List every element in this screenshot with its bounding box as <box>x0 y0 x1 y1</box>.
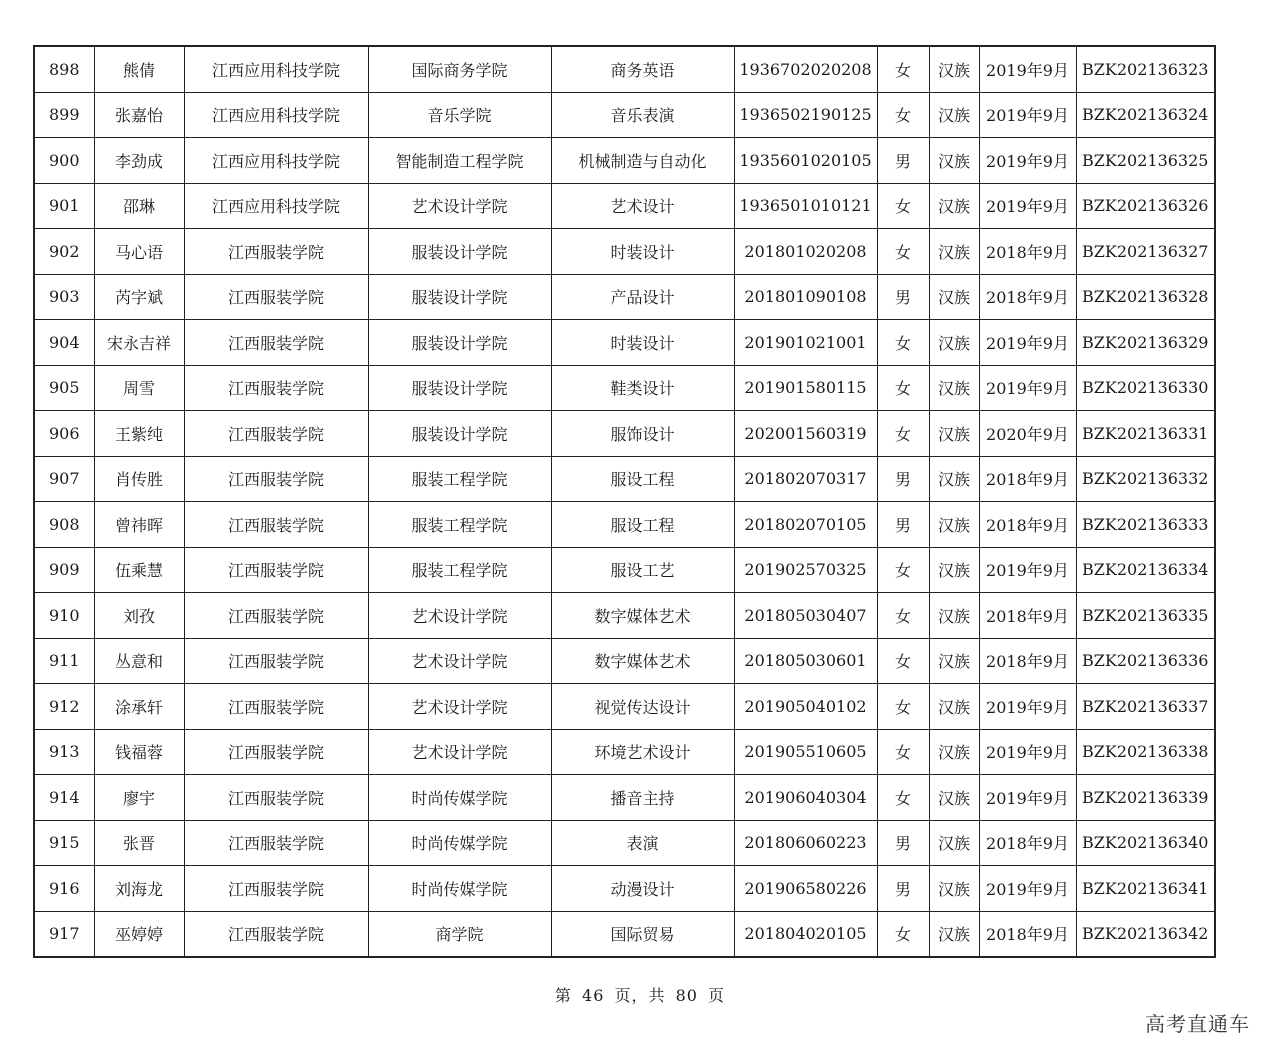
major-cell: 数字媒体艺术 <box>551 638 734 684</box>
ethnicity-cell: 汉族 <box>929 866 979 912</box>
student-id-cell: 201801090108 <box>734 274 877 320</box>
major-cell: 艺术设计 <box>551 183 734 229</box>
school-cell: 江西服装学院 <box>184 911 368 957</box>
name-cell: 曾祎晖 <box>94 502 184 548</box>
major-cell: 产品设计 <box>551 274 734 320</box>
ethnicity-cell: 汉族 <box>929 320 979 366</box>
table-row <box>34 502 1215 548</box>
name-cell: 钱福蓉 <box>94 729 184 775</box>
enrollment-date-cell: 2018年9月 <box>979 911 1076 957</box>
school-cell: 江西服装学院 <box>184 820 368 866</box>
footer-suffix: 页 <box>708 986 726 1005</box>
enrollment-date-cell: 2019年9月 <box>979 547 1076 593</box>
seq-cell: 916 <box>34 866 94 912</box>
enrollment-date-cell: 2019年9月 <box>979 684 1076 730</box>
gender-cell: 女 <box>877 911 929 957</box>
student-id-cell: 1935601020105 <box>734 138 877 184</box>
certificate-no-cell: BZK202136330 <box>1076 365 1215 411</box>
enrollment-date-cell: 2019年9月 <box>979 138 1076 184</box>
name-cell: 熊倩 <box>94 46 184 92</box>
college-cell: 服装工程学院 <box>368 456 551 502</box>
ethnicity-cell: 汉族 <box>929 593 979 639</box>
major-cell: 服设工艺 <box>551 547 734 593</box>
enrollment-date-cell: 2018年9月 <box>979 593 1076 639</box>
certificate-no-cell: BZK202136336 <box>1076 638 1215 684</box>
table-row <box>34 593 1215 639</box>
certificate-no-cell: BZK202136327 <box>1076 229 1215 275</box>
table-row <box>34 911 1215 957</box>
student-id-cell: 201905510605 <box>734 729 877 775</box>
school-cell: 江西服装学院 <box>184 775 368 821</box>
certificate-no-cell: BZK202136341 <box>1076 866 1215 912</box>
school-cell: 江西服装学院 <box>184 729 368 775</box>
name-cell: 刘海龙 <box>94 866 184 912</box>
major-cell: 时装设计 <box>551 229 734 275</box>
major-cell: 鞋类设计 <box>551 365 734 411</box>
school-cell: 江西应用科技学院 <box>184 92 368 138</box>
table-row <box>34 46 1215 92</box>
ethnicity-cell: 汉族 <box>929 274 979 320</box>
seq-cell: 901 <box>34 183 94 229</box>
table-row <box>34 92 1215 138</box>
college-cell: 服装设计学院 <box>368 274 551 320</box>
gender-cell: 女 <box>877 365 929 411</box>
gender-cell: 女 <box>877 229 929 275</box>
student-id-cell: 201805030601 <box>734 638 877 684</box>
ethnicity-cell: 汉族 <box>929 820 979 866</box>
gender-cell: 女 <box>877 638 929 684</box>
table-row <box>34 365 1215 411</box>
footer-middle: 页，共 <box>614 986 666 1005</box>
seq-cell: 909 <box>34 547 94 593</box>
major-cell: 服设工程 <box>551 456 734 502</box>
gender-cell: 男 <box>877 820 929 866</box>
ethnicity-cell: 汉族 <box>929 138 979 184</box>
enrollment-date-cell: 2019年9月 <box>979 46 1076 92</box>
current-page-number: 46 <box>582 986 605 1005</box>
table-row <box>34 456 1215 502</box>
name-cell: 张晋 <box>94 820 184 866</box>
certificate-no-cell: BZK202136333 <box>1076 502 1215 548</box>
seq-cell: 911 <box>34 638 94 684</box>
certificate-no-cell: BZK202136325 <box>1076 138 1215 184</box>
table-row <box>34 320 1215 366</box>
name-cell: 马心语 <box>94 229 184 275</box>
ethnicity-cell: 汉族 <box>929 547 979 593</box>
enrollment-date-cell: 2019年9月 <box>979 365 1076 411</box>
college-cell: 商学院 <box>368 911 551 957</box>
name-cell: 宋永吉祥 <box>94 320 184 366</box>
gender-cell: 女 <box>877 92 929 138</box>
gender-cell: 女 <box>877 411 929 457</box>
ethnicity-cell: 汉族 <box>929 502 979 548</box>
student-id-cell: 1936502190125 <box>734 92 877 138</box>
enrollment-date-cell: 2020年9月 <box>979 411 1076 457</box>
seq-cell: 900 <box>34 138 94 184</box>
school-cell: 江西服装学院 <box>184 365 368 411</box>
certificate-no-cell: BZK202136324 <box>1076 92 1215 138</box>
college-cell: 艺术设计学院 <box>368 638 551 684</box>
major-cell: 国际贸易 <box>551 911 734 957</box>
student-id-cell: 201804020105 <box>734 911 877 957</box>
certificate-no-cell: BZK202136335 <box>1076 593 1215 639</box>
seq-cell: 899 <box>34 92 94 138</box>
gender-cell: 女 <box>877 729 929 775</box>
ethnicity-cell: 汉族 <box>929 775 979 821</box>
college-cell: 服装设计学院 <box>368 320 551 366</box>
gender-cell: 男 <box>877 138 929 184</box>
certificate-no-cell: BZK202136337 <box>1076 684 1215 730</box>
table-row <box>34 866 1215 912</box>
seq-cell: 906 <box>34 411 94 457</box>
school-cell: 江西应用科技学院 <box>184 183 368 229</box>
student-id-cell: 201902570325 <box>734 547 877 593</box>
student-id-cell: 201801020208 <box>734 229 877 275</box>
major-cell: 播音主持 <box>551 775 734 821</box>
table-row <box>34 229 1215 275</box>
student-id-cell: 202001560319 <box>734 411 877 457</box>
table-row <box>34 729 1215 775</box>
college-cell: 服装设计学院 <box>368 365 551 411</box>
page-footer <box>0 983 1280 1006</box>
major-cell: 服设工程 <box>551 502 734 548</box>
college-cell: 服装设计学院 <box>368 411 551 457</box>
name-cell: 巫婷婷 <box>94 911 184 957</box>
gender-cell: 女 <box>877 183 929 229</box>
school-cell: 江西服装学院 <box>184 320 368 366</box>
student-id-cell: 201805030407 <box>734 593 877 639</box>
college-cell: 智能制造工程学院 <box>368 138 551 184</box>
seq-cell: 914 <box>34 775 94 821</box>
certificate-no-cell: BZK202136326 <box>1076 183 1215 229</box>
certificate-no-cell: BZK202136329 <box>1076 320 1215 366</box>
enrollment-date-cell: 2018年9月 <box>979 274 1076 320</box>
name-cell: 丛意和 <box>94 638 184 684</box>
ethnicity-cell: 汉族 <box>929 911 979 957</box>
table-row <box>34 684 1215 730</box>
college-cell: 服装工程学院 <box>368 502 551 548</box>
certificate-no-cell: BZK202136342 <box>1076 911 1215 957</box>
enrollment-date-cell: 2018年9月 <box>979 820 1076 866</box>
school-cell: 江西应用科技学院 <box>184 46 368 92</box>
table-row <box>34 274 1215 320</box>
name-cell: 涂承轩 <box>94 684 184 730</box>
student-id-cell: 201906580226 <box>734 866 877 912</box>
student-id-cell: 1936702020208 <box>734 46 877 92</box>
enrollment-date-cell: 2019年9月 <box>979 775 1076 821</box>
enrollment-date-cell: 2019年9月 <box>979 866 1076 912</box>
college-cell: 艺术设计学院 <box>368 684 551 730</box>
name-cell: 李劲成 <box>94 138 184 184</box>
college-cell: 时尚传媒学院 <box>368 820 551 866</box>
gender-cell: 男 <box>877 274 929 320</box>
name-cell: 廖宇 <box>94 775 184 821</box>
college-cell: 时尚传媒学院 <box>368 866 551 912</box>
student-id-cell: 201901580115 <box>734 365 877 411</box>
seq-cell: 915 <box>34 820 94 866</box>
major-cell: 表演 <box>551 820 734 866</box>
gender-cell: 女 <box>877 684 929 730</box>
name-cell: 芮字斌 <box>94 274 184 320</box>
gender-cell: 女 <box>877 593 929 639</box>
student-id-cell: 201802070317 <box>734 456 877 502</box>
school-cell: 江西服装学院 <box>184 684 368 730</box>
name-cell: 伍乘慧 <box>94 547 184 593</box>
major-cell: 数字媒体艺术 <box>551 593 734 639</box>
college-cell: 音乐学院 <box>368 92 551 138</box>
college-cell: 艺术设计学院 <box>368 593 551 639</box>
school-cell: 江西服装学院 <box>184 411 368 457</box>
ethnicity-cell: 汉族 <box>929 46 979 92</box>
school-cell: 江西应用科技学院 <box>184 138 368 184</box>
watermark-logo: 高考直通车 <box>1145 1012 1250 1036</box>
table-body <box>34 46 1215 957</box>
table-row <box>34 547 1215 593</box>
seq-cell: 907 <box>34 456 94 502</box>
table-row <box>34 638 1215 684</box>
footer-prefix: 第 <box>554 986 572 1005</box>
ethnicity-cell: 汉族 <box>929 638 979 684</box>
seq-cell: 910 <box>34 593 94 639</box>
name-cell: 肖传胜 <box>94 456 184 502</box>
gender-cell: 男 <box>877 502 929 548</box>
college-cell: 服装工程学院 <box>368 547 551 593</box>
ethnicity-cell: 汉族 <box>929 229 979 275</box>
student-id-cell: 1936501010121 <box>734 183 877 229</box>
major-cell: 机械制造与自动化 <box>551 138 734 184</box>
enrollment-date-cell: 2019年9月 <box>979 320 1076 366</box>
major-cell: 动漫设计 <box>551 866 734 912</box>
ethnicity-cell: 汉族 <box>929 365 979 411</box>
enrollment-date-cell: 2018年9月 <box>979 638 1076 684</box>
ethnicity-cell: 汉族 <box>929 183 979 229</box>
table-row <box>34 775 1215 821</box>
college-cell: 艺术设计学院 <box>368 183 551 229</box>
gender-cell: 女 <box>877 46 929 92</box>
ethnicity-cell: 汉族 <box>929 729 979 775</box>
table-row <box>34 138 1215 184</box>
major-cell: 时装设计 <box>551 320 734 366</box>
certificate-no-cell: BZK202136323 <box>1076 46 1215 92</box>
school-cell: 江西服装学院 <box>184 638 368 684</box>
school-cell: 江西服装学院 <box>184 274 368 320</box>
major-cell: 音乐表演 <box>551 92 734 138</box>
total-page-count: 80 <box>675 986 698 1005</box>
name-cell: 张嘉怡 <box>94 92 184 138</box>
seq-cell: 917 <box>34 911 94 957</box>
student-id-cell: 201905040102 <box>734 684 877 730</box>
ethnicity-cell: 汉族 <box>929 411 979 457</box>
student-id-cell: 201802070105 <box>734 502 877 548</box>
certificate-no-cell: BZK202136331 <box>1076 411 1215 457</box>
name-cell: 王紫纯 <box>94 411 184 457</box>
enrollment-date-cell: 2019年9月 <box>979 183 1076 229</box>
seq-cell: 912 <box>34 684 94 730</box>
school-cell: 江西服装学院 <box>184 502 368 548</box>
gender-cell: 女 <box>877 775 929 821</box>
certificate-no-cell: BZK202136339 <box>1076 775 1215 821</box>
certificate-no-cell: BZK202136334 <box>1076 547 1215 593</box>
student-id-cell: 201806060223 <box>734 820 877 866</box>
school-cell: 江西服装学院 <box>184 866 368 912</box>
major-cell: 环境艺术设计 <box>551 729 734 775</box>
seq-cell: 898 <box>34 46 94 92</box>
school-cell: 江西服装学院 <box>184 229 368 275</box>
enrollment-date-cell: 2018年9月 <box>979 456 1076 502</box>
gender-cell: 男 <box>877 456 929 502</box>
enrollment-date-cell: 2018年9月 <box>979 229 1076 275</box>
major-cell: 商务英语 <box>551 46 734 92</box>
school-cell: 江西服装学院 <box>184 456 368 502</box>
student-roster-table <box>33 45 1216 958</box>
ethnicity-cell: 汉族 <box>929 92 979 138</box>
ethnicity-cell: 汉族 <box>929 456 979 502</box>
college-cell: 时尚传媒学院 <box>368 775 551 821</box>
major-cell: 视觉传达设计 <box>551 684 734 730</box>
gender-cell: 男 <box>877 866 929 912</box>
major-cell: 服饰设计 <box>551 411 734 457</box>
certificate-no-cell: BZK202136340 <box>1076 820 1215 866</box>
seq-cell: 908 <box>34 502 94 548</box>
table-row <box>34 411 1215 457</box>
name-cell: 周雪 <box>94 365 184 411</box>
seq-cell: 902 <box>34 229 94 275</box>
name-cell: 刘孜 <box>94 593 184 639</box>
table-row <box>34 820 1215 866</box>
seq-cell: 913 <box>34 729 94 775</box>
student-id-cell: 201901021001 <box>734 320 877 366</box>
college-cell: 国际商务学院 <box>368 46 551 92</box>
certificate-no-cell: BZK202136338 <box>1076 729 1215 775</box>
student-id-cell: 201906040304 <box>734 775 877 821</box>
enrollment-date-cell: 2019年9月 <box>979 729 1076 775</box>
college-cell: 艺术设计学院 <box>368 729 551 775</box>
certificate-no-cell: BZK202136328 <box>1076 274 1215 320</box>
school-cell: 江西服装学院 <box>184 593 368 639</box>
table-row <box>34 183 1215 229</box>
school-cell: 江西服装学院 <box>184 547 368 593</box>
college-cell: 服装设计学院 <box>368 229 551 275</box>
gender-cell: 女 <box>877 320 929 366</box>
seq-cell: 905 <box>34 365 94 411</box>
seq-cell: 903 <box>34 274 94 320</box>
certificate-no-cell: BZK202136332 <box>1076 456 1215 502</box>
seq-cell: 904 <box>34 320 94 366</box>
gender-cell: 女 <box>877 547 929 593</box>
enrollment-date-cell: 2018年9月 <box>979 502 1076 548</box>
ethnicity-cell: 汉族 <box>929 684 979 730</box>
enrollment-date-cell: 2019年9月 <box>979 92 1076 138</box>
name-cell: 邵琳 <box>94 183 184 229</box>
